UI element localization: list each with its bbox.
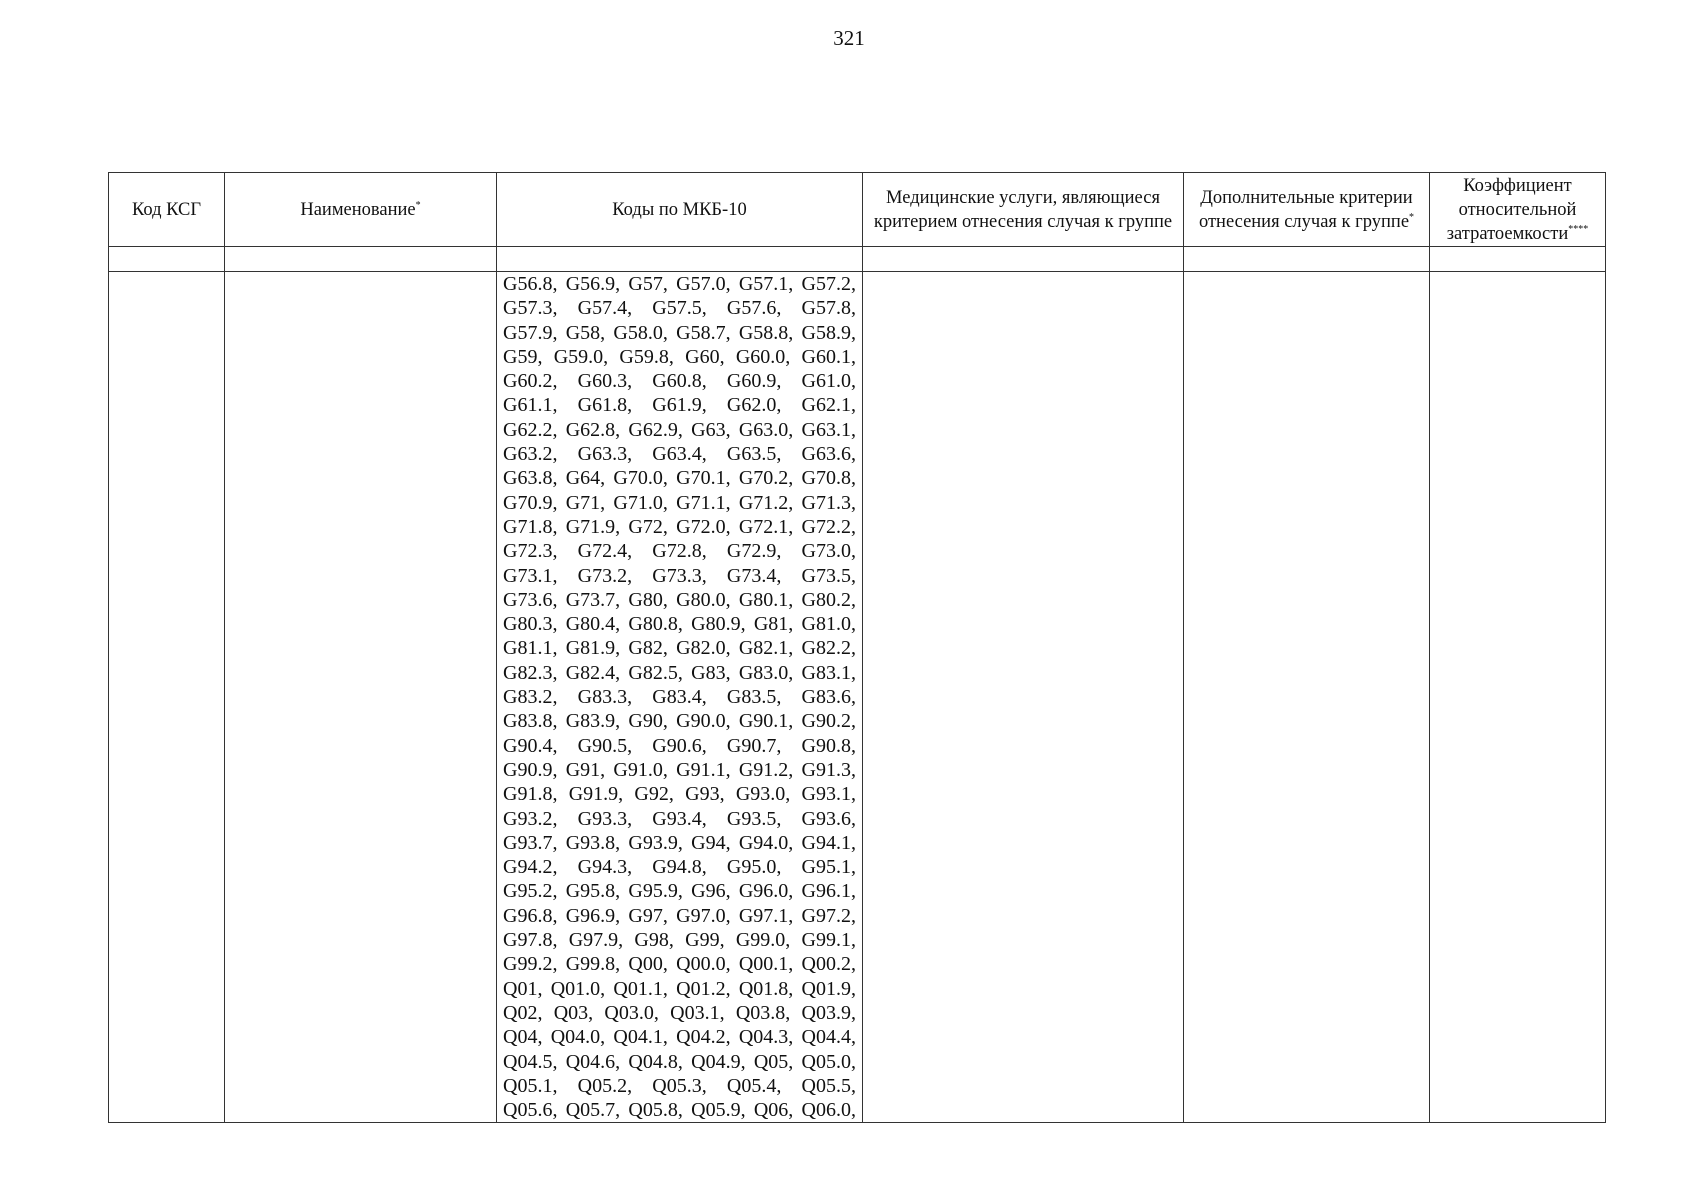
mkb-codes-line: G83.8, G83.9, G90, G90.0, G90.1, G90.2, [503,710,856,733]
header-code [109,173,225,247]
mkb-codes-line: G62.2, G62.8, G62.9, G63, G63.0, G63.1, [503,418,856,441]
mkb-codes-line: G93.7, G93.8, G93.9, G94, G94.0, G94.1, [503,831,856,854]
mkb-codes-line: G72.3, G72.4, G72.8, G72.9, G73.0, [503,540,856,563]
blank-cell [863,247,1184,272]
header-name-footnote-mark: * [415,199,421,211]
mkb-codes-line: G95.2, G95.8, G95.9, G96, G96.0, G96.1, [503,880,856,903]
header-criteria-footnote-mark: * [1409,211,1415,223]
mkb-codes-line: G57.3, G57.4, G57.5, G57.6, G57.8, [503,297,856,320]
mkb-codes-line: G97.8, G97.9, G98, G99, G99.0, G99.1, [503,929,856,952]
mkb-codes-line: G60.2, G60.3, G60.8, G60.9, G61.0, [503,370,856,393]
mkb-codes-line: Q04, Q04.0, Q04.1, Q04.2, Q04.3, Q04.4, [503,1026,856,1049]
mkb-codes-line: G83.2, G83.3, G83.4, G83.5, G83.6, [503,686,856,709]
mkb-codes-line: G59, G59.0, G59.8, G60, G60.0, G60.1, [503,345,856,368]
mkb-codes-line: G71.8, G71.9, G72, G72.0, G72.1, G72.2, [503,515,856,538]
blank-cell [1184,247,1430,272]
header-services-label: Медицинские услуги, являющиеся критерием отнесения случая к группе [873,187,1173,232]
page-number: 321 [833,26,865,50]
blank-cell [1430,247,1606,272]
table-row [109,272,1606,1123]
mkb-codes-line: G56.8, G56.9, G57, G57.0, G57.1, G57.2, [503,273,856,295]
mkb-codes-line: G90.9, G91, G91.0, G91.1, G91.2, G91.3, [503,758,856,781]
blank-cell [225,247,497,272]
header-coefficient-label: Коэффициент относительной затратоемкости [1446,175,1577,244]
blank-cell [497,247,863,272]
mkb-codes-line: G91.8, G91.9, G92, G93, G93.0, G93.1, [503,783,856,806]
mkb-codes-line: G61.1, G61.8, G61.9, G62.0, G62.1, [503,394,856,417]
mkb-codes-line: G99.2, G99.8, Q00, Q00.0, Q00.1, Q00.2, [503,953,856,976]
mkb-codes-line: G63.8, G64, G70.0, G70.1, G70.2, G70.8, [503,467,856,490]
mkb-codes-line: Q01, Q01.0, Q01.1, Q01.2, Q01.8, Q01.9, [503,977,856,1000]
mkb-codes-line: G73.6, G73.7, G80, G80.0, G80.1, G80.2, [503,588,856,611]
mkb-codes-line: G73.1, G73.2, G73.3, G73.4, G73.5, [503,564,856,587]
mkb-codes-line: G63.2, G63.3, G63.4, G63.5, G63.6, [503,443,856,466]
cell-services [863,272,1184,1123]
mkb-codes-line: G94.2, G94.3, G94.8, G95.0, G95.1, [503,856,856,879]
blank-cell [109,247,225,272]
ksg-table [108,172,1606,1123]
mkb-codes-list [497,272,862,1122]
cell-criteria [1184,272,1430,1123]
header-name [225,173,497,247]
header-coefficient-footnote-mark: **** [1568,223,1589,235]
mkb-codes-line: G81.1, G81.9, G82, G82.0, G82.1, G82.2, [503,637,856,660]
mkb-codes-line: G96.8, G96.9, G97, G97.0, G97.1, G97.2, [503,904,856,927]
mkb-codes-line: Q05.1, Q05.2, Q05.3, Q05.4, Q05.5, [503,1074,856,1097]
column-number-row [109,247,1606,272]
header-mkb [497,173,863,247]
header-services [863,173,1184,247]
header-row [109,173,1606,247]
header-mkb-label: Коды по МКБ-10 [612,199,747,220]
header-code-label: Код КСГ [131,199,202,220]
mkb-codes-line: G57.9, G58, G58.0, G58.7, G58.8, G58.9, [503,321,856,344]
mkb-codes-line: G82.3, G82.4, G82.5, G83, G83.0, G83.1, [503,661,856,684]
cell-name [225,272,497,1123]
header-coefficient [1430,173,1606,247]
mkb-codes-line: Q02, Q03, Q03.0, Q03.1, Q03.8, Q03.9, [503,1001,856,1024]
mkb-codes-line: G70.9, G71, G71.0, G71.1, G71.2, G71.3, [503,491,856,514]
header-criteria-label: Дополнительные критерии отнесения случая к группе [1198,187,1413,232]
mkb-codes-line: G93.2, G93.3, G93.4, G93.5, G93.6, [503,807,856,830]
cell-mkb-codes [497,272,863,1123]
header-criteria [1184,173,1430,247]
mkb-codes-line: G90.4, G90.5, G90.6, G90.7, G90.8, [503,734,856,757]
cell-coefficient [1430,272,1606,1123]
mkb-codes-line: Q05.6, Q05.7, Q05.8, Q05.9, Q06, Q06.0, [503,1099,856,1122]
mkb-codes-line: Q04.5, Q04.6, Q04.8, Q04.9, Q05, Q05.0, [503,1050,856,1073]
header-name-label: Наименование [300,199,416,220]
mkb-codes-line: G80.3, G80.4, G80.8, G80.9, G81, G81.0, [503,613,856,636]
cell-code [109,272,225,1123]
